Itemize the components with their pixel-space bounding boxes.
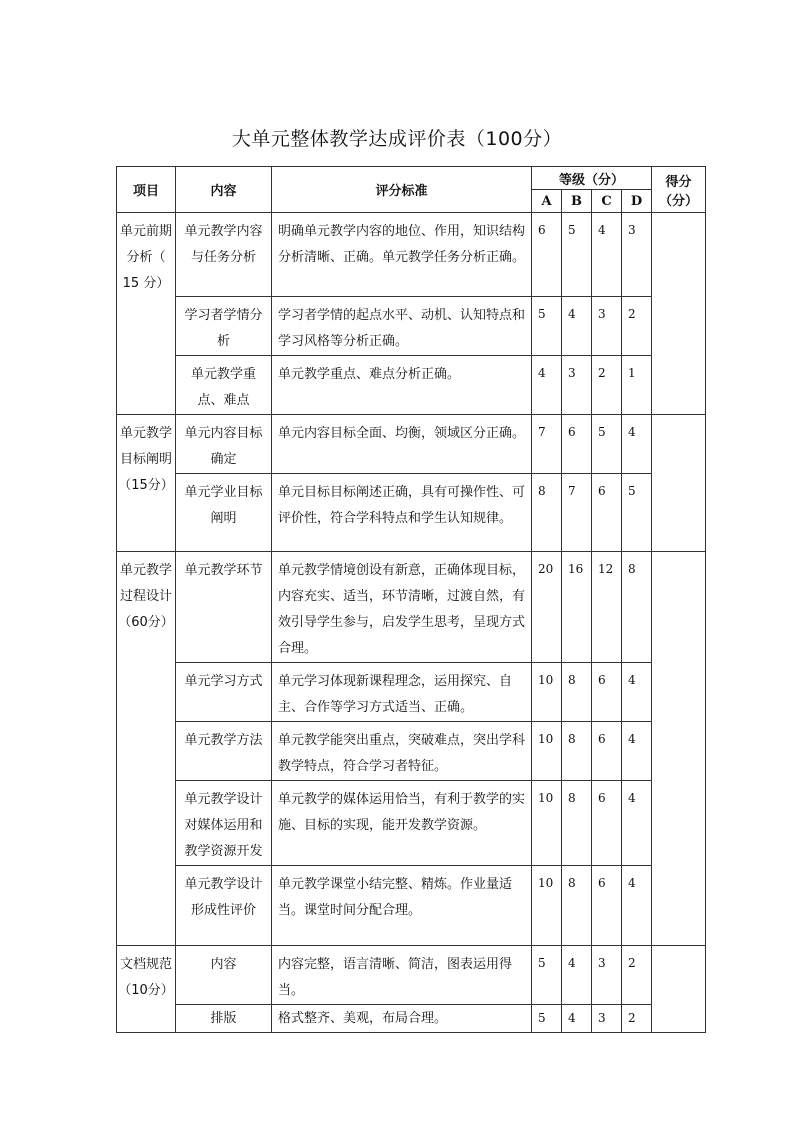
grade-c: 3 (592, 946, 622, 1005)
section-label: 单元前期分析（ 15 分） (117, 213, 176, 415)
table-row (117, 474, 706, 552)
grade-d: 2 (622, 946, 652, 1005)
grade-d: 4 (622, 415, 652, 474)
grade-a: 10 (532, 663, 562, 722)
row-content: 单元教学设计对媒体运用和教学资源开发 (176, 781, 272, 866)
score-cell[interactable] (652, 552, 706, 946)
row-criteria: 内容完整，语言清晰、简洁，图表运用得当。 (272, 946, 532, 1005)
section-label: 单元教学目标阐明（15分） (117, 415, 176, 552)
row-criteria: 单元目标目标阐述正确，具有可操作性、可评价性，符合学科特点和学生认知规律。 (272, 474, 532, 552)
grade-a: 8 (532, 474, 562, 552)
grade-d: 4 (622, 663, 652, 722)
grade-c: 6 (592, 722, 622, 781)
grade-c: 6 (592, 663, 622, 722)
grade-d: 4 (622, 866, 652, 946)
grade-b: 6 (562, 415, 592, 474)
grade-a: 5 (532, 297, 562, 356)
header-criteria: 评分标准 (272, 167, 532, 213)
grade-b: 4 (562, 297, 592, 356)
grade-c: 6 (592, 781, 622, 866)
grade-a: 7 (532, 415, 562, 474)
row-content: 单元内容目标确定 (176, 415, 272, 474)
row-content: 单元学业目标阐明 (176, 474, 272, 552)
table-row (117, 946, 706, 1005)
grade-c: 4 (592, 213, 622, 297)
table-row (117, 781, 706, 866)
row-criteria: 明确单元教学内容的地位、作用，知识结构分析清晰、正确。单元教学任务分析正确。 (272, 213, 532, 297)
grade-a: 5 (532, 946, 562, 1005)
grade-d: 2 (622, 297, 652, 356)
header-grade-b: B (562, 190, 592, 213)
table-row (117, 722, 706, 781)
page-title: 大单元整体教学达成评价表（100分） (231, 128, 563, 150)
row-content: 学习者学情分析 (176, 297, 272, 356)
grade-b: 4 (562, 946, 592, 1005)
grade-d: 3 (622, 213, 652, 297)
row-content: 单元教学环节 (176, 552, 272, 663)
score-cell[interactable] (652, 213, 706, 415)
row-content: 单元教学设计形成性评价 (176, 866, 272, 946)
row-criteria: 单元教学课堂小结完整、精炼。作业量适当。课堂时间分配合理。 (272, 866, 532, 946)
grade-b: 8 (562, 866, 592, 946)
row-content: 内容 (176, 946, 272, 1005)
table-row (117, 297, 706, 356)
grade-a: 10 (532, 781, 562, 866)
grade-a: 20 (532, 552, 562, 663)
header-score-line1: 得分 (665, 174, 692, 190)
header-grade: 等级（分） (532, 167, 652, 190)
row-criteria: 单元教学的媒体运用恰当，有利于教学的实施、目标的实现，能开发教学资源。 (272, 781, 532, 866)
table-row (117, 552, 706, 663)
header-score (652, 167, 706, 213)
grade-b: 4 (562, 1005, 592, 1033)
grade-b: 8 (562, 781, 592, 866)
section-label: 单元教学过程设计（60分） (117, 552, 176, 946)
grade-a: 4 (532, 356, 562, 415)
grade-c: 6 (592, 474, 622, 552)
table-row (117, 415, 706, 474)
evaluation-table (116, 166, 706, 1033)
grade-d: 8 (622, 552, 652, 663)
grade-b: 7 (562, 474, 592, 552)
row-content: 单元教学方法 (176, 722, 272, 781)
row-criteria: 单元内容目标全面、均衡，领域区分正确。 (272, 415, 532, 474)
grade-d: 4 (622, 722, 652, 781)
row-criteria: 单元教学能突出重点，突破难点，突出学科教学特点，符合学习者特征。 (272, 722, 532, 781)
header-grade-c: C (592, 190, 622, 213)
score-cell[interactable] (652, 946, 706, 1033)
grade-a: 10 (532, 866, 562, 946)
score-cell[interactable] (652, 415, 706, 552)
grade-c: 2 (592, 356, 622, 415)
row-criteria: 学习者学情的起点水平、动机、认知特点和学习风格等分析正确。 (272, 297, 532, 356)
row-criteria: 单元教学重点、难点分析正确。 (272, 356, 532, 415)
row-criteria: 格式整齐、美观，布局合理。 (272, 1005, 532, 1033)
grade-a: 10 (532, 722, 562, 781)
table-row (117, 213, 706, 297)
grade-b: 5 (562, 213, 592, 297)
grade-c: 3 (592, 1005, 622, 1033)
grade-d: 4 (622, 781, 652, 866)
grade-b: 16 (562, 552, 592, 663)
row-criteria: 单元学习体现新课程理念，运用探究、自主、合作等学习方式适当、正确。 (272, 663, 532, 722)
grade-b: 8 (562, 722, 592, 781)
grade-a: 6 (532, 213, 562, 297)
grade-d: 1 (622, 356, 652, 415)
row-content: 单元教学重点、难点 (176, 356, 272, 415)
row-content: 排版 (176, 1005, 272, 1033)
table-row (117, 663, 706, 722)
header-grade-d: D (622, 190, 652, 213)
section-label: 文档规范（10分） (117, 946, 176, 1033)
table-row (117, 866, 706, 946)
header-item: 项目 (117, 167, 176, 213)
grade-b: 8 (562, 663, 592, 722)
row-content: 单元学习方式 (176, 663, 272, 722)
table-row (117, 1005, 706, 1033)
row-criteria: 单元教学情境创设有新意，正确体现目标，内容充实、适当，环节清晰，过渡自然，有效引导学生参与，启发学生思考，呈现方式合理。 (272, 552, 532, 663)
header-content: 内容 (176, 167, 272, 213)
grade-c: 6 (592, 866, 622, 946)
grade-c: 5 (592, 415, 622, 474)
grade-d: 5 (622, 474, 652, 552)
grade-c: 3 (592, 297, 622, 356)
grade-d: 2 (622, 1005, 652, 1033)
header-score-line2: （分） (659, 193, 699, 209)
grade-c: 12 (592, 552, 622, 663)
header-grade-a: A (532, 190, 562, 213)
table-row (117, 356, 706, 415)
row-content: 单元教学内容与任务分析 (176, 213, 272, 297)
grade-a: 5 (532, 1005, 562, 1033)
grade-b: 3 (562, 356, 592, 415)
